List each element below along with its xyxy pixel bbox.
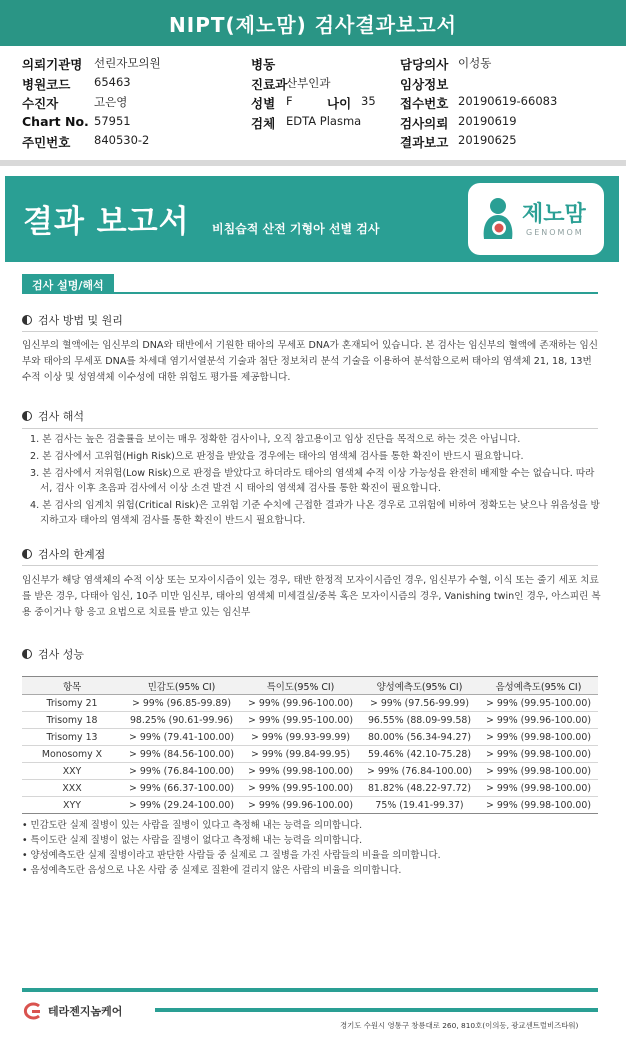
table-cell: > 99% (99.96-100.00) [241, 797, 360, 814]
value-specimen: EDTA Plasma [286, 113, 362, 128]
table-cell: > 99% (99.95-100.00) [241, 780, 360, 797]
company-logo [22, 1002, 122, 1020]
list-item: 3. 본 검사에서 저위험(Low Risk)으로 판정을 받았다고 하더라도 태아의 염색체 수적 이상 가능성을 완전히 배제할 수는 없습니다. 따라서, 검사 이후 초음파 검사에서 이상 소견 발견 시 태아의 염색체 검사를 통한 확진이 필요합니다. [30, 468, 595, 494]
table-cell: > 99% (99.98-100.00) [479, 763, 598, 780]
column-header: 특이도(95% CI) [241, 677, 360, 695]
limits-text: 임신부가 해당 염색체의 수적 이상 또는 모자이시즘이 있는 경우, 태반 한정적 모자이시즘인 경우, 임신부가 수혈, 이식 또는 줄기 세포 치료를 받은 경우, 다태아 임신, 10주 미만 임신부, 태아의 염색체 미세결실/중복 혹은 모자이시즘의 경우, Vanishing twin인 경우, 아스피린 복용 중이거나 항 응고 요법으로 치료를 받고 있는 임신부 [22, 575, 601, 618]
footer-accent-bar [155, 1008, 598, 1012]
label-hospital-code: 병원코드 [22, 76, 71, 92]
table-cell: Trisomy 21 [22, 695, 122, 712]
label-receipt-no: 접수번호 [400, 96, 449, 111]
table-row [22, 695, 598, 712]
note-item: • 민감도란 실제 질병이 있는 사람을 질병이 있다고 측정해 내는 능력을 의미합니다. [22, 820, 363, 831]
table-cell: Trisomy 18 [22, 712, 122, 729]
divider [0, 160, 626, 166]
label-chart-no: Chart No. [22, 113, 89, 129]
value-patient: 고은영 [94, 95, 128, 109]
table-cell: > 99% (76.84-100.00) [122, 763, 241, 780]
table-cell: > 99% (96.85-99.89) [122, 695, 241, 712]
table-cell: XYY [22, 797, 122, 814]
genomom-logo-icon [478, 195, 518, 243]
value-hospital-code: 65463 [94, 74, 131, 89]
column-header: 민감도(95% CI) [122, 677, 241, 695]
label-clinical-info: 임상정보 [400, 76, 449, 92]
table-cell: XXX [22, 780, 122, 797]
label-ward: 병동 [251, 57, 276, 72]
table-cell: > 99% (99.95-100.00) [479, 695, 598, 712]
list-item: 2. 본 검사에서 고위험(High Risk)으로 판정을 받았을 경우에는 태아의 염색체 검사를 통한 확진이 반드시 필요합니다. [30, 451, 524, 462]
method-heading [22, 312, 123, 328]
logo-english: GENOMOM [526, 228, 584, 237]
table-cell: 98.25% (90.61-99.96) [122, 712, 241, 729]
label-age: 나이 [327, 96, 352, 111]
table-cell: 81.82% (48.22-97.72) [360, 780, 479, 797]
label-report-date: 결과보고 [400, 135, 449, 150]
performance-table [22, 676, 598, 814]
table-cell: > 99% (99.98-100.00) [479, 746, 598, 763]
patient-info [0, 46, 626, 158]
table-header-row [22, 677, 598, 695]
table-cell: 96.55% (88.09-99.58) [360, 712, 479, 729]
table-cell: > 99% (99.93-99.99) [241, 729, 360, 746]
table-cell: > 99% (99.84-99.95) [241, 746, 360, 763]
column-header: 음성예측도(95% CI) [479, 677, 598, 695]
note-item: • 음성예측도란 음성으로 나온 사람 중 실제로 질환에 걸리지 않은 사람의 비율을 의미합니다. [22, 865, 402, 876]
list-item: 4. 본 검사의 임계치 위험(Critical Risk)은 고위험 기준 수치에 근접한 결과가 나온 경우로 고위험에 비하여 정확도는 낮으나 위음성을 방지하고자 태아의 염색체 검사를 통한 확진이 반드시 필요합니다. [30, 500, 600, 526]
table-row [22, 729, 598, 746]
table-row [22, 763, 598, 780]
table-cell: > 99% (99.96-100.00) [479, 712, 598, 729]
section-header [22, 274, 598, 294]
theragen-logo-icon [22, 1002, 44, 1020]
table-row [22, 746, 598, 763]
footer-divider [22, 988, 598, 992]
table-cell: > 99% (79.41-100.00) [122, 729, 241, 746]
column-header: 항목 [22, 677, 122, 695]
half-circle-icon [22, 549, 32, 559]
label-resident-no: 주민번호 [22, 135, 71, 150]
table-cell: > 99% (99.98-100.00) [479, 780, 598, 797]
limits-heading [22, 546, 105, 562]
value-doctor: 이성동 [458, 56, 492, 70]
interpret-heading [22, 408, 84, 424]
table-row [22, 797, 598, 814]
value-department: 산부인과 [286, 75, 331, 90]
value-chart-no: 57951 [94, 113, 131, 128]
limits-divider [22, 565, 598, 566]
table-cell: Trisomy 13 [22, 729, 122, 746]
table-cell: 80.00% (56.34-94.27) [360, 729, 479, 746]
interpret-heading-text: 검사 해석 [38, 410, 85, 423]
company-name: 테라젠지놈케어 [48, 1005, 123, 1018]
table-cell: > 99% (76.84-100.00) [360, 763, 479, 780]
table-cell: > 99% (99.98-100.00) [479, 797, 598, 814]
value-receipt-no: 20190619-66083 [458, 94, 558, 108]
table-cell: > 99% (99.95-100.00) [241, 712, 360, 729]
value-hospital: 선린자모의원 [94, 56, 161, 70]
interpret-divider [22, 428, 598, 429]
table-cell: > 99% (29.24-100.00) [122, 797, 241, 814]
table-cell: > 99% (99.96-100.00) [241, 695, 360, 712]
method-heading-text: 검사 방법 및 원리 [38, 314, 123, 327]
table-cell: > 99% (97.56-99.99) [360, 695, 479, 712]
value-age: 35 [361, 94, 376, 108]
table-cell: > 99% (99.98-100.00) [479, 729, 598, 746]
report-title-bar [0, 0, 626, 46]
column-header: 양성예측도(95% CI) [360, 677, 479, 695]
value-request-date: 20190619 [458, 113, 517, 128]
genomom-logo [468, 183, 604, 255]
performance-heading [22, 646, 84, 662]
limits-heading-text: 검사의 한계점 [38, 548, 106, 561]
method-divider [22, 331, 598, 332]
half-circle-icon [22, 649, 32, 659]
performance-heading-text: 검사 성능 [38, 648, 85, 661]
label-doctor: 담당의사 [400, 57, 449, 72]
company-address: 경기도 수원시 영통구 창룡대로 260, 810호(이의동, 광교센트럴비즈타워) [340, 1021, 579, 1030]
value-report-date: 20190625 [458, 133, 517, 147]
table-cell: > 99% (99.98-100.00) [241, 763, 360, 780]
table-cell: Monosomy X [22, 746, 122, 763]
half-circle-icon [22, 411, 32, 421]
section-title: 검사 설명/해석 [22, 274, 114, 292]
note-item: • 양성예측도란 실제 질병이라고 판단한 사람들 중 실제로 그 질병을 가진 사람들의 비율을 의미합니다. [22, 850, 441, 861]
performance-notes [22, 818, 602, 878]
list-item: 1. 본 검사는 높은 검출률을 보이는 매우 정확한 검사이나, 오직 참고용이고 임상 진단을 목적으로 하는 것은 아닙니다. [30, 434, 521, 445]
table-cell: XXY [22, 763, 122, 780]
banner-title: 결과 보고서 [23, 204, 190, 240]
note-item: • 특이도란 실제 질병이 없는 사람을 질병이 없다고 측정해 내는 능력을 의미합니다. [22, 835, 363, 846]
value-sex: F [286, 94, 293, 108]
banner-subtitle: 비침습적 산전 기형아 선별 검사 [212, 222, 380, 236]
label-request-date: 검사의뢰 [400, 115, 449, 131]
label-hospital: 의뢰기관명 [22, 57, 83, 72]
logo-korean: 제노맘 [522, 202, 586, 227]
label-patient: 수진자 [22, 96, 59, 111]
table-cell: 75% (19.41-99.37) [360, 797, 479, 814]
table-row [22, 712, 598, 729]
label-sex: 성별 [251, 96, 276, 111]
label-specimen: 검체 [251, 115, 276, 131]
value-resident-no: 840530-2 [94, 133, 150, 147]
interpret-list [30, 432, 600, 530]
label-department: 진료과 [251, 76, 288, 92]
result-banner [5, 176, 619, 262]
table-row [22, 780, 598, 797]
report-title: NIPT(제노맘) 검사결과보고서 [169, 12, 457, 37]
half-circle-icon [22, 315, 32, 325]
table-cell: > 99% (66.37-100.00) [122, 780, 241, 797]
table-cell: 59.46% (42.10-75.28) [360, 746, 479, 763]
table-cell: > 99% (84.56-100.00) [122, 746, 241, 763]
method-text: 임신부의 혈액에는 임신부의 DNA와 태반에서 기원한 태아의 무세포 DNA가 혼재되어 있습니다. 본 검사는 임신부의 혈액에 존재하는 임신부와 태아의 무세포 DNA를 차세대 염기서열분석 기술과 첨단 정보처리 분석 기술을 이용하여 분석함으로써 태아의 염색체 21, 18, 13번 수적 이상 및 성염색체 이수성에 대한 위험도 평가를 제공합니다. [22, 340, 599, 383]
